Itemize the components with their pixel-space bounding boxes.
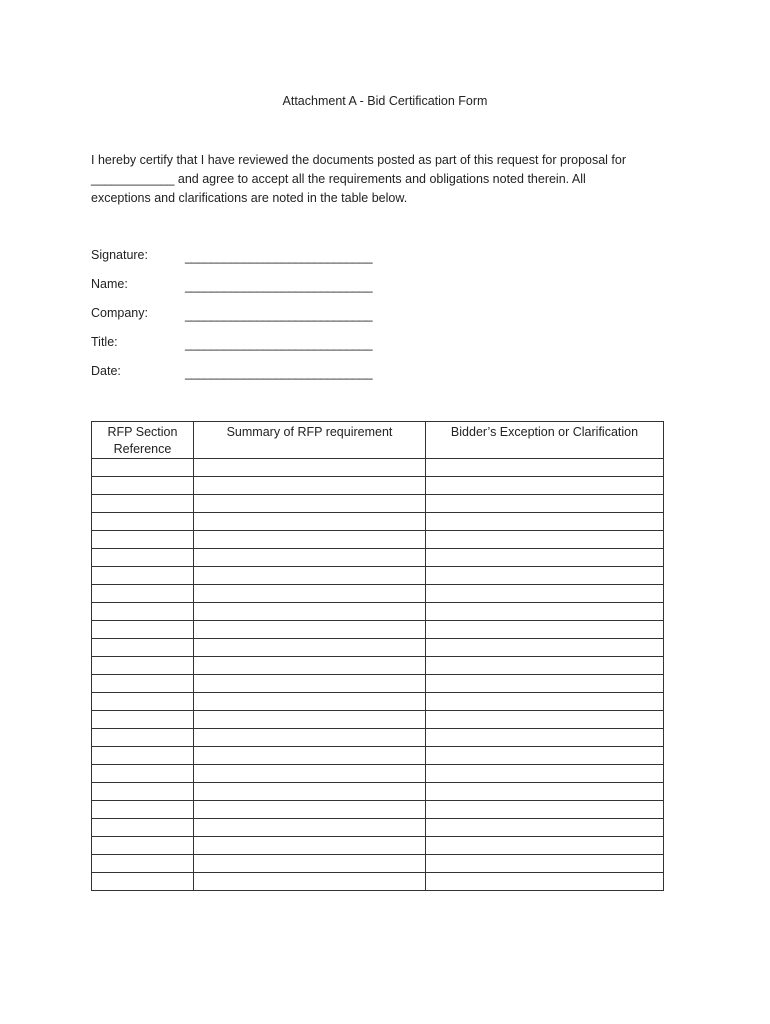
table-cell[interactable]: [92, 603, 194, 621]
table-cell[interactable]: [92, 567, 194, 585]
exceptions-table: [91, 421, 664, 891]
table-cell[interactable]: [194, 621, 426, 639]
table-cell[interactable]: [194, 567, 426, 585]
table-row: [92, 621, 664, 639]
statement-line: ____________ and agree to accept all the requirements and obligations noted therein. All: [91, 172, 586, 187]
table-row: [92, 639, 664, 657]
table-cell[interactable]: [194, 837, 426, 855]
table-cell[interactable]: [426, 837, 664, 855]
table-cell[interactable]: [426, 675, 664, 693]
table-row: [92, 801, 664, 819]
table-cell[interactable]: [92, 729, 194, 747]
table-cell[interactable]: [194, 531, 426, 549]
table-cell[interactable]: [194, 765, 426, 783]
header-rfp-section-reference: RFP Section Reference: [92, 422, 194, 459]
table-row: [92, 729, 664, 747]
table-cell[interactable]: [92, 693, 194, 711]
table-cell[interactable]: [92, 783, 194, 801]
table-cell[interactable]: [194, 693, 426, 711]
table-cell[interactable]: [194, 729, 426, 747]
table-row: [92, 513, 664, 531]
table-cell[interactable]: [426, 603, 664, 621]
table-row: [92, 567, 664, 585]
table-row: [92, 495, 664, 513]
table-cell[interactable]: [426, 513, 664, 531]
table-row: [92, 765, 664, 783]
table-cell[interactable]: [426, 783, 664, 801]
table-cell[interactable]: [194, 513, 426, 531]
table-cell[interactable]: [92, 513, 194, 531]
header-summary-of-requirement: Summary of RFP requirement: [194, 422, 426, 459]
table-row: [92, 873, 664, 891]
table-cell[interactable]: [426, 819, 664, 837]
table-cell[interactable]: [92, 459, 194, 477]
field-blank-line[interactable]: _____________________________: [185, 250, 373, 264]
table-cell[interactable]: [426, 693, 664, 711]
table-row: [92, 783, 664, 801]
table-row: [92, 855, 664, 873]
table-row: [92, 747, 664, 765]
table-cell[interactable]: [426, 657, 664, 675]
table-cell[interactable]: [426, 639, 664, 657]
table-cell[interactable]: [426, 477, 664, 495]
table-row: [92, 549, 664, 567]
table-cell[interactable]: [426, 729, 664, 747]
table-cell[interactable]: [194, 783, 426, 801]
table-row: [92, 477, 664, 495]
table-cell[interactable]: [194, 549, 426, 567]
table-row: [92, 675, 664, 693]
certification-statement: [91, 151, 691, 209]
table-cell[interactable]: [92, 621, 194, 639]
table-row: [92, 459, 664, 477]
table-cell[interactable]: [194, 639, 426, 657]
table-cell[interactable]: [92, 585, 194, 603]
table-cell[interactable]: [92, 765, 194, 783]
table-cell[interactable]: [194, 711, 426, 729]
table-cell[interactable]: [194, 477, 426, 495]
table-cell[interactable]: [426, 549, 664, 567]
table-cell[interactable]: [92, 873, 194, 891]
field-label: Signature:: [91, 248, 148, 262]
table-cell[interactable]: [194, 801, 426, 819]
table-cell[interactable]: [92, 675, 194, 693]
field-label: Title:: [91, 335, 118, 349]
table-cell[interactable]: [92, 639, 194, 657]
table-cell[interactable]: [92, 855, 194, 873]
table-row: [92, 693, 664, 711]
table-cell[interactable]: [194, 585, 426, 603]
statement-line: exceptions and clarifications are noted in the table below.: [91, 191, 408, 206]
table-cell[interactable]: [426, 855, 664, 873]
field-label: Date:: [91, 364, 121, 378]
table-cell[interactable]: [426, 765, 664, 783]
table-row: [92, 585, 664, 603]
table-cell[interactable]: [92, 819, 194, 837]
table-cell[interactable]: [92, 657, 194, 675]
field-blank-line[interactable]: _____________________________: [185, 279, 373, 293]
table-cell[interactable]: [426, 621, 664, 639]
table-cell[interactable]: [194, 873, 426, 891]
table-row: [92, 711, 664, 729]
table-cell[interactable]: [194, 657, 426, 675]
table-cell[interactable]: [92, 747, 194, 765]
table-cell[interactable]: [426, 801, 664, 819]
table-body: [92, 459, 664, 891]
table-row: [92, 603, 664, 621]
table-cell[interactable]: [426, 459, 664, 477]
table-cell[interactable]: [426, 585, 664, 603]
table-cell[interactable]: [194, 819, 426, 837]
table-cell[interactable]: [194, 675, 426, 693]
statement-line: I hereby certify that I have reviewed the documents posted as part of this request for proposal for: [91, 153, 627, 167]
header-bidder-exception: Bidder’s Exception or Clarification: [426, 422, 664, 459]
field-blank-line[interactable]: _____________________________: [185, 308, 373, 322]
table-cell[interactable]: [194, 747, 426, 765]
table-cell[interactable]: [92, 801, 194, 819]
table-header-row: [92, 422, 664, 459]
table-cell[interactable]: [426, 567, 664, 585]
table-cell[interactable]: [426, 495, 664, 513]
table-row: [92, 531, 664, 549]
field-label: Company:: [91, 306, 148, 320]
table-cell[interactable]: [426, 747, 664, 765]
table-row: [92, 819, 664, 837]
table-cell[interactable]: [426, 531, 664, 549]
table-cell[interactable]: [92, 495, 194, 513]
table-row: [92, 657, 664, 675]
table-cell[interactable]: [92, 711, 194, 729]
table-cell[interactable]: [194, 855, 426, 873]
table-cell[interactable]: [426, 711, 664, 729]
field-blank-line[interactable]: _____________________________: [185, 366, 373, 380]
table-row: [92, 837, 664, 855]
table-cell[interactable]: [194, 603, 426, 621]
table-cell[interactable]: [92, 549, 194, 567]
page-title: Attachment A - Bid Certification Form: [282, 94, 488, 108]
table-cell[interactable]: [92, 531, 194, 549]
table-cell[interactable]: [194, 459, 426, 477]
table-cell[interactable]: [92, 477, 194, 495]
table-cell[interactable]: [92, 837, 194, 855]
table-cell[interactable]: [194, 495, 426, 513]
table-cell[interactable]: [426, 873, 664, 891]
field-label: Name:: [91, 277, 128, 291]
field-blank-line[interactable]: _____________________________: [185, 337, 373, 351]
